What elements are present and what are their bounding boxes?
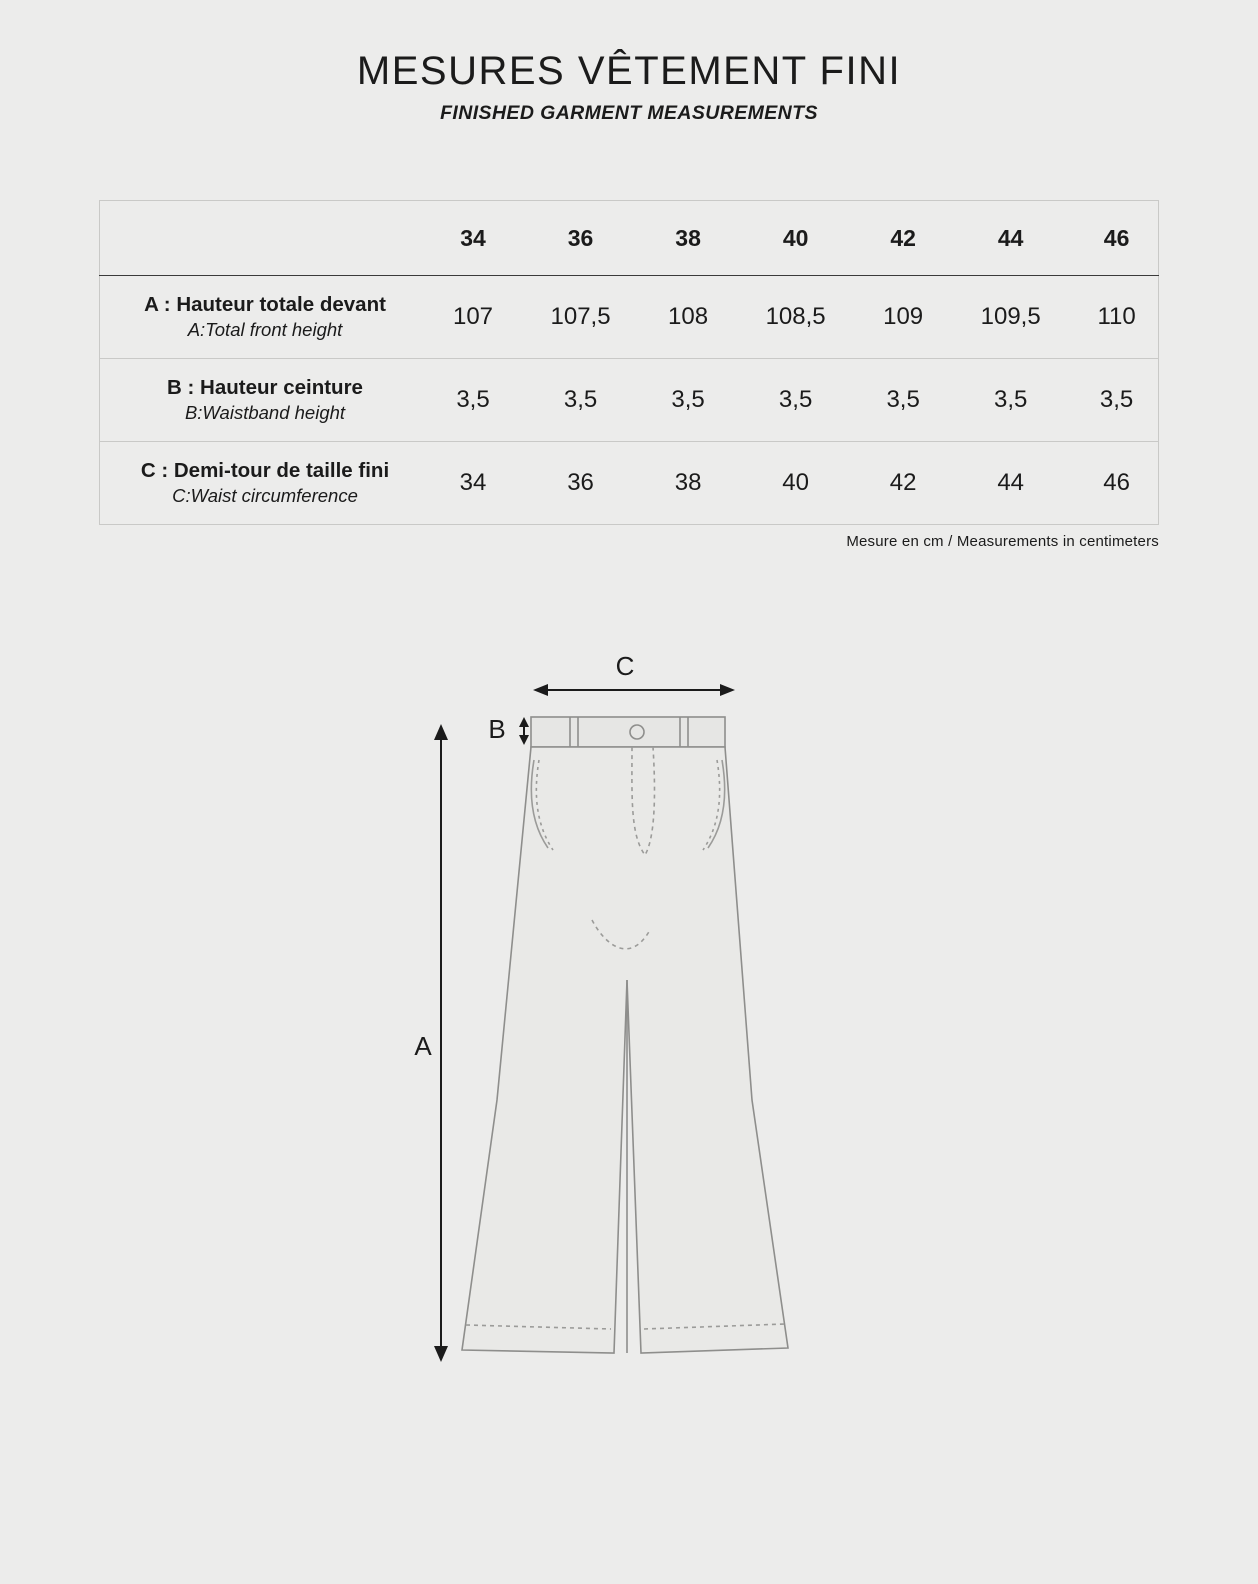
page-title: MESURES VÊTEMENT FINI bbox=[356, 49, 902, 93]
cell-a-34: 107 bbox=[452, 303, 494, 330]
cell-c-44: 44 bbox=[997, 469, 1025, 496]
measurements-table-wrapper bbox=[99, 200, 1159, 525]
cell-b-46: 3,5 bbox=[1099, 386, 1134, 413]
column-header-size-34: 34 bbox=[430, 201, 516, 276]
row-label-fr: C : Demi-tour de taille fini bbox=[140, 458, 390, 482]
waistband bbox=[531, 717, 725, 747]
cell-a-40: 108,5 bbox=[765, 303, 826, 330]
column-header-size-38: 38 bbox=[645, 201, 731, 276]
cell-c-46: 46 bbox=[1103, 469, 1130, 496]
cell-c-38: 38 bbox=[674, 469, 702, 496]
column-header-size-46: 46 bbox=[1075, 201, 1158, 276]
cell-b-42: 3,5 bbox=[886, 386, 920, 413]
dimension-label-b: B bbox=[488, 714, 506, 744]
row-label-c bbox=[100, 442, 431, 525]
cell-a-36: 107,5 bbox=[550, 303, 611, 330]
row-label-en: A:Total front height bbox=[187, 319, 343, 341]
unit-note: Mesure en cm / Measurements in centimeters bbox=[846, 533, 1159, 550]
cell-b-44: 3,5 bbox=[993, 386, 1028, 413]
row-label-a bbox=[100, 276, 431, 359]
table-row bbox=[100, 276, 1159, 359]
cell-a-44: 109,5 bbox=[980, 303, 1041, 330]
row-label-fr: A : Hauteur totale devant bbox=[144, 292, 386, 316]
column-header-size-40: 40 bbox=[731, 201, 860, 276]
garment-diagram bbox=[0, 620, 1258, 1430]
cell-c-36: 36 bbox=[567, 469, 594, 496]
dimension-arrow-b bbox=[519, 717, 529, 745]
cell-c-40: 40 bbox=[782, 469, 809, 496]
cell-b-38: 3,5 bbox=[671, 386, 705, 413]
cell-b-40: 3,5 bbox=[778, 386, 813, 413]
row-label-en: C:Waist circumference bbox=[172, 485, 358, 507]
measurements-table bbox=[99, 200, 1159, 525]
table-row bbox=[100, 359, 1159, 442]
column-header-size-44: 44 bbox=[946, 201, 1075, 276]
column-header-size-36: 36 bbox=[516, 201, 645, 276]
page-subtitle: FINISHED GARMENT MEASUREMENTS bbox=[440, 102, 818, 124]
dimension-label-c: C bbox=[615, 651, 635, 681]
column-header-label bbox=[100, 201, 431, 276]
dimension-label-a: A bbox=[414, 1031, 432, 1061]
table-header bbox=[100, 201, 1159, 276]
page-header bbox=[0, 0, 1258, 125]
cell-a-46: 110 bbox=[1097, 303, 1136, 330]
table-header-row bbox=[100, 201, 1159, 276]
cell-b-34: 3,5 bbox=[456, 386, 490, 413]
cell-c-34: 34 bbox=[459, 469, 487, 496]
table-body bbox=[100, 276, 1159, 525]
cell-c-42: 42 bbox=[889, 469, 917, 496]
table-row bbox=[100, 442, 1159, 525]
row-label-fr: B : Hauteur ceinture bbox=[167, 375, 363, 399]
dimension-arrow-c bbox=[533, 684, 735, 696]
row-label-en: B:Waistband height bbox=[184, 402, 346, 424]
waist-button bbox=[630, 725, 644, 739]
cell-a-42: 109 bbox=[883, 303, 924, 330]
column-header-size-42: 42 bbox=[860, 201, 946, 276]
trouser-body-outline bbox=[462, 747, 788, 1353]
dimension-arrow-a bbox=[434, 724, 448, 1362]
cell-b-36: 3,5 bbox=[563, 386, 598, 413]
cell-a-38: 108 bbox=[668, 303, 709, 330]
trousers-drawing bbox=[462, 717, 788, 1353]
row-label-b bbox=[100, 359, 431, 442]
